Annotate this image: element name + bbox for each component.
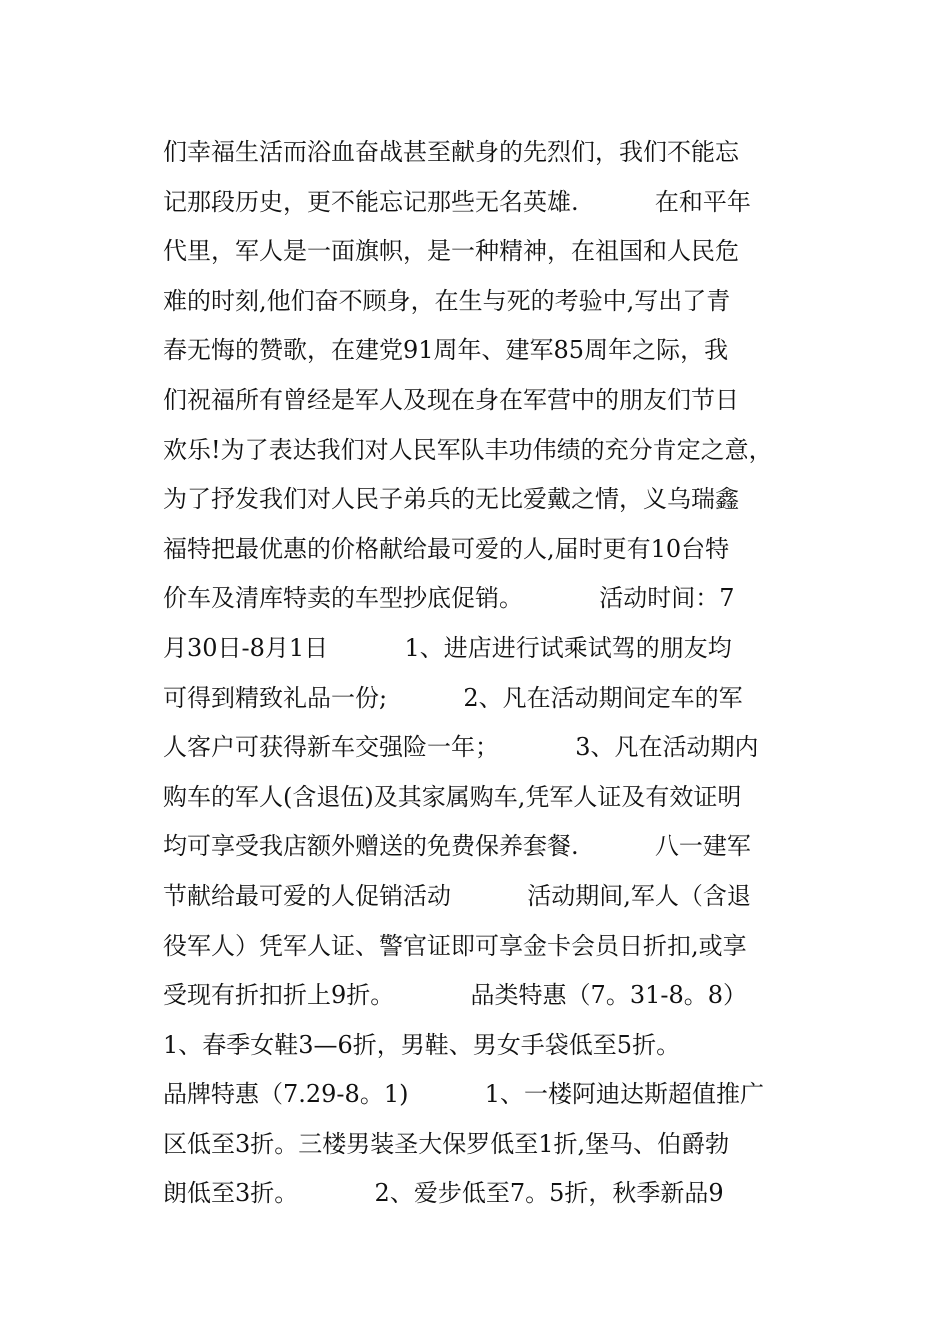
text-line: 1、春季女鞋3—6折，男鞋、男女手袋低至5折。 (163, 1030, 681, 1059)
text-line: 欢乐!为了表达我们对人民军队丰功伟绩的充分肯定之意， (163, 435, 773, 464)
text-line: 均可享受我店额外赠送的免费保养套餐. 八一建军 (163, 832, 751, 861)
text-line: 朗低至3折。 2、爱步低至7。5折，秋季新品9 (163, 1179, 724, 1208)
text-line: 役军人）凭军人证、警官证即可享金卡会员日折扣,或享 (163, 931, 747, 960)
text-line: 价车及清库特卖的车型抄底促销。 活动时间：7 (163, 584, 735, 613)
text-line: 受现有折扣折上9折。 品类特惠（7。31-8。8） (163, 981, 748, 1010)
text-line: 代里，军人是一面旗帜，是一种精神，在祖国和人民危 (163, 237, 739, 266)
text-line: 购车的军人(含退伍)及其家属购车,凭军人证及有效证明 (163, 782, 742, 811)
text-line: 区低至3折。三楼男装圣大保罗低至1折,堡马、伯爵勃 (163, 1129, 730, 1158)
text-line: 可得到精致礼品一份; 2、凡在活动期间定车的军 (163, 683, 743, 712)
text-line: 品牌特惠（7.29-8。1) 1、一楼阿迪达斯超值推广 (163, 1080, 765, 1109)
text-line: 们祝福所有曾经是军人及现在身在军营中的朋友们节日 (163, 385, 739, 414)
body-text (163, 128, 823, 1219)
text-line: 难的时刻,他们奋不顾身，在生与死的考验中,写出了青 (163, 286, 731, 315)
text-line: 月30日-8月1日 1、进店进行试乘试驾的朋友均 (163, 633, 732, 662)
text-line: 记那段历史，更不能忘记那些无名英雄. 在和平年 (163, 187, 751, 216)
text-line: 节献给最可爱的人促销活动 活动期间,军人（含退 (163, 881, 751, 910)
text-line: 们幸福生活而浴血奋战甚至献身的先烈们，我们不能忘 (163, 138, 739, 166)
text-line: 春无悔的赞歌，在建党91周年、建军85周年之际，我 (163, 336, 729, 365)
text-line: 为了抒发我们对人民子弟兵的无比爱戴之情，义乌瑞鑫 (163, 485, 739, 514)
text-line: 人客户可获得新车交强险一年； 3、凡在活动期内 (163, 733, 759, 762)
text-line: 福特把最优惠的价格献给最可爱的人,届时更有10台特 (163, 534, 730, 563)
